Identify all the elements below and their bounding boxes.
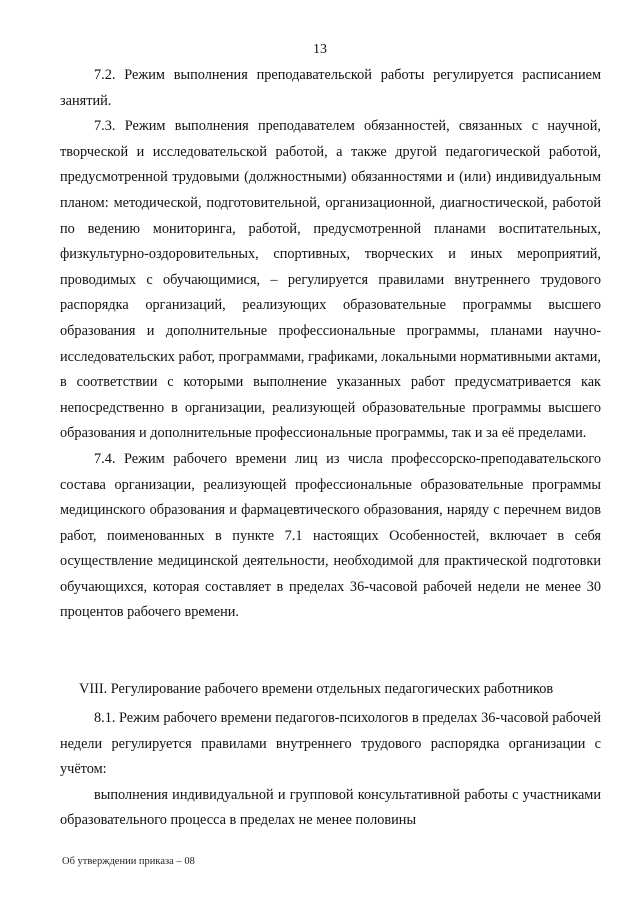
section-7-body: [60, 63, 601, 626]
paragraph-7-2: 7.2. Режим выполнения преподавательской работы регулируется расписанием занятий.: [60, 67, 601, 109]
page-number: 13: [313, 42, 327, 57]
paragraph-7-4: 7.4. Режим рабочего времени лиц из числа профессорско-преподавательского состава организации, реализующей профессиональные образовательные программы медицинского образования и фармацевтического образования, наряду с перечнем видов работ, поименованных в пункте 7.1 настоящих Особенностей, включает в себя осуществление медицинской деятельности, необходимой для практической подготовки обучающихся, которая составляет в пределах 36-часовой рабочей недели не менее 30 процентов рабочего времени.: [60, 450, 601, 621]
footer-note: Об утверждении приказа – 08: [62, 856, 195, 867]
paragraph-7-3: 7.3. Режим выполнения преподавателем обязанностей, связанных с научной, творческой и исследовательской работой, а также другой педагогической работой, предусмотренной трудовыми (должностными) обязанностями и (или) индивидуальным планом: методической, подготовительной, организационной, диагностической, работой по ведению мониторинга, работой, предусмотренной планами воспитательных, физкультурно-оздоровительных, спортивных, творческих и иных мероприятий, проводимых с обучающимися, – регулируется правилами внутреннего трудового распорядка организаций, реализующих образовательные программы высшего образования и дополнительные профессиональные программы, планами научно-исследовательских работ, программами, графиками, локальными нормативными актами, в соответствии с которыми выполнение указанных работ предусматривается как непосредственно в организации, реализующей образовательные программы высшего образования и дополнительные профессиональные программы, так и за её пределами.: [60, 118, 601, 442]
section-8-heading: VIII. Регулирование рабочего времени отдельных педагогических работников: [79, 681, 554, 697]
section-8-body: [60, 706, 601, 834]
paragraph-8-1-item-1: выполнения индивидуальной и групповой консультативной работы с участниками образовательного процесса в пределах не менее половины: [60, 786, 601, 829]
paragraph-8-1: 8.1. Режим рабочего времени педагогов-психологов в пределах 36-часовой рабочей недели регулируется правилами внутреннего трудового распорядка организации с учётом:: [60, 710, 601, 778]
